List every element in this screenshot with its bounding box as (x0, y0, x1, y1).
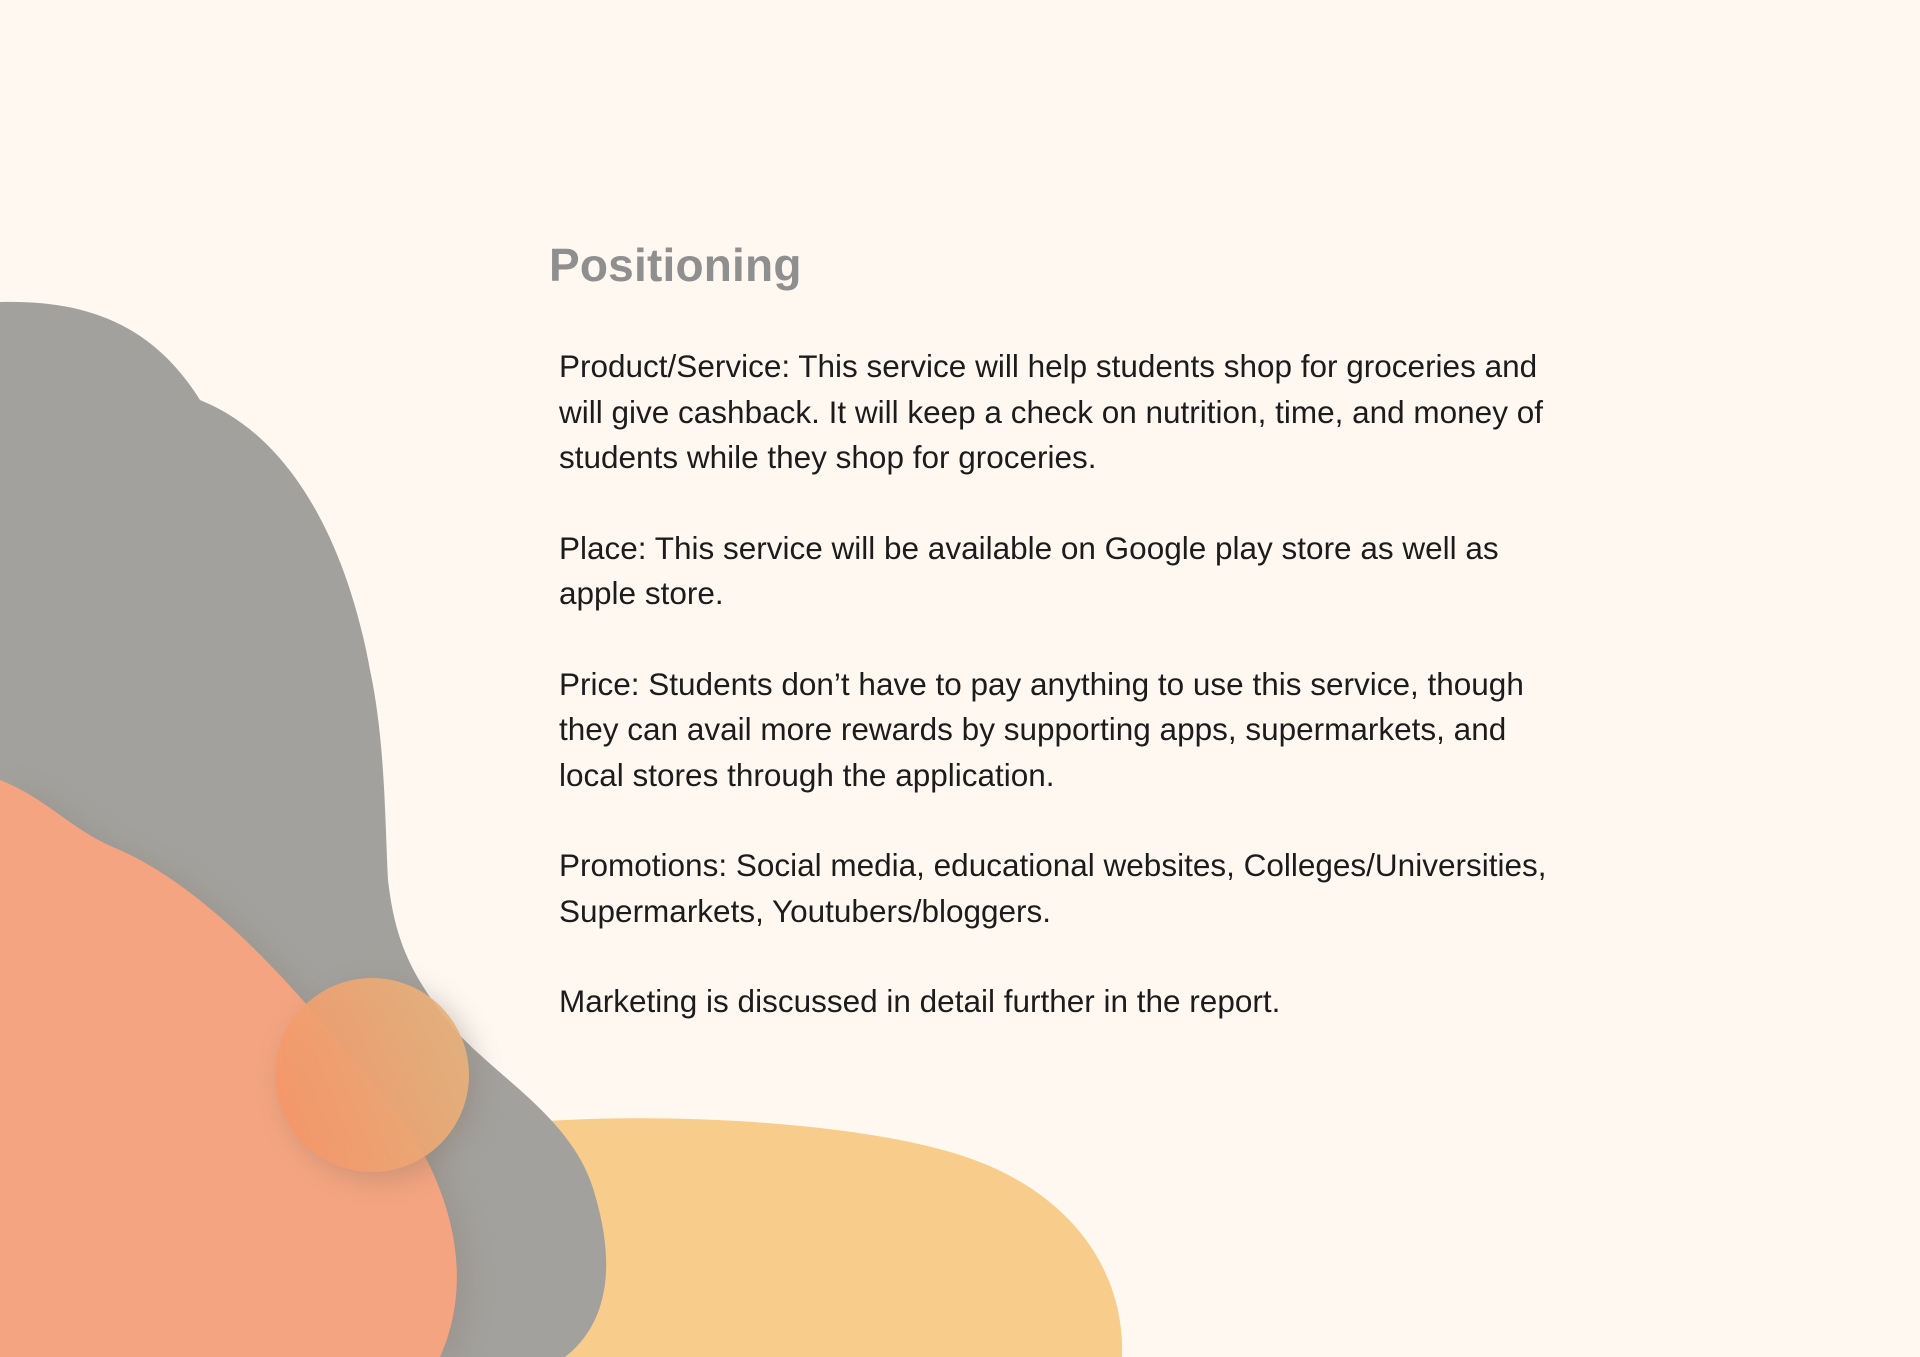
circle-shape (275, 978, 469, 1172)
paragraph-product-service: Product/Service: This service will help students shop for groceries and will give cashback. It will keep a check on nutrition, time, and money of students while they shop for groceries. (559, 348, 1543, 475)
text-content (549, 238, 1589, 1070)
paragraph-price: Price: Students don’t have to pay anything to use this service, though they can avail more rewards by supporting apps, supermarkets, and local stores through the application. (559, 665, 1524, 793)
page-title: Positioning (549, 239, 802, 291)
paragraph-marketing: Marketing is discussed in detail further in the report. (559, 983, 1281, 1019)
paragraph-promotions: Promotions: Social media, educational websites, Colleges/Universities, Supermarkets, Youtubers/bloggers. (559, 847, 1547, 929)
paragraph-place: Place: This service will be available on Google play store as well as apple store. (559, 529, 1499, 611)
